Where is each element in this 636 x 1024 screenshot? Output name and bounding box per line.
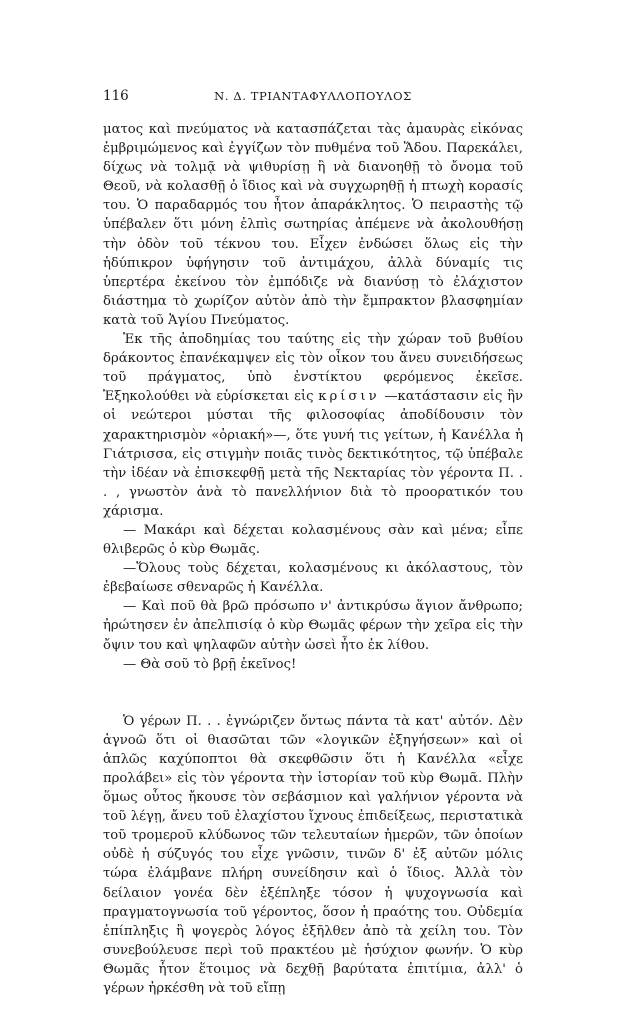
paragraph: ματος καὶ πνεύματος νὰ κατασπάζεται τὰς ἀμαυρὰς εἰκόνας ἐμβριμώμενος καὶ ἐγγίζων τὸν πυθμένα τοῦ Ἅδου. Παρεκάλει, δίχως νὰ τολμᾷ νὰ ψιθυρίσῃ ἢ νὰ διανοηθῇ τὸ ὄνομα τοῦ Θεοῦ, νὰ κολασθῇ ὁ ἴδιος καὶ νὰ συγχωρηθῇ ἡ πτωχὴ κορασίς του. Ὁ παραδαρμός του ἦτον ἀπαράκλητος. Ὁ πειραστὴς τῷ ὑπέβαλεν ὅτι μόνη ἐλπὶς σωτηρίας ἀπέμενε νὰ ἀκολουθήσῃ τὴν ὁδὸν τοῦ τέκνου του. Εἶχεν ἐνδώσει ὅλως εἰς τὴν ἡδύπικρον ὑφήγησιν τοῦ ἀντιμάχου, ἀλλὰ δύναμίς τις ὑπερτέρα ἐκείνου τὸν ἐμπόδιζε νὰ διανύσῃ τὸ ἐλάχιστον διάστημα τὸ χωρίζον αὐτὸν ἀπὸ τὴν ἔμπρακτον βλασφημίαν κατὰ τοῦ Ἁγίου Πνεύματος.	[103, 122, 523, 328]
dialogue-line: — Καὶ ποῦ θὰ βρῶ πρόσωπο ν' ἀντικρύσω ἅγιον ἄνθρωπο; ἠρώτησεν ἐν ἀπελπισίᾳ ὁ κὺρ Θωμᾶς φέρων τὴν χεῖρα εἰς τὴν ὄψιν του καὶ ψηλαφῶν αὐτὴν ὡσεὶ ἦτο ἐκ λίθου.	[103, 599, 523, 653]
paragraph	[103, 330, 523, 521]
page-number: 116	[103, 88, 129, 104]
body-text	[103, 120, 523, 998]
running-head: Ν. Δ. ΤΡΙΑΝΤΑΦΥΛΛΟΠΟΥΛΟΣ	[214, 89, 412, 103]
dialogue-line: — Μακάρι καὶ δέχεται κολασμένους σὰν καὶ μένα; εἶπε θλιβερῶς ὁ κὺρ Θωμᾶς.	[103, 522, 523, 558]
dialogue-line: —Ὅλους τοὺς δέχεται, κολασμένους κι ἀκόλαστους, τὸν ἐβεβαίωσε σθεναρῶς ἡ Κανέλλα.	[103, 561, 523, 596]
dialogue-line: — Θὰ σοῦ τὸ βρῇ ἐκεῖνος!	[123, 656, 297, 672]
page-header	[103, 88, 523, 108]
paragraph: Ὁ γέρων Π. . . ἐγνώριζεν ὄντως πάντα τὰ κατ' αὐτόν. Δὲν ἀγνοῶ ὅτι οἱ θιασῶται τῶν «λογικῶν ἐξηγήσεων» καὶ οἱ ἁπλῶς καχύποπτοι θὰ σκεφθῶσιν ὅτι ἡ Κανέλλα «εἶχε προλάβει» εἰς τὸν γέροντα τὴν ἱστορίαν τοῦ κὺρ Θωμᾶ. Πλὴν ὅμως οὗτος ἤκουσε τὸν σεβάσμιον καὶ γαλήνιον γέροντα νὰ τοῦ λέγῃ, ἄνευ τοῦ ἐλαχίστου ἴχνους ἐπιδείξεως, περιστατικὰ τοῦ τρομεροῦ κλύδωνος τῶν τελευταίων ἡμερῶν, τῶν ὁποίων οὐδὲ ἡ σύζυγός του εἶχε γνῶσιν, τινῶν δ' ἐξ αὐτῶν μόλις τώρα ἐλάμβανε πλήρη συνείδησιν καὶ ὁ ἴδιος. Ἀλλὰ τὸν δείλαιον γονέα δὲν ἐξέπληξε τόσον ἡ ψυχογνωσία καὶ πραγματογνωσία τοῦ γέροντος, ὅσον ἡ πραότης του. Οὐδεμία ἐπίπληξις ἢ ψογερὸς λόγος ἐξῆλθεν ἀπὸ τὰ χείλη του. Τὸν συνεβούλευσε περὶ τοῦ πρακτέου μὲ ἡσύχιον φωνήν. Ὁ κὺρ Θωμᾶς ἦτον ἕτοιμος νὰ δεχθῇ βαρύτατα ἐπιτίμια, ἀλλ' ὁ γέρων ἠρκέσθη νὰ τοῦ εἴπῃ	[103, 713, 523, 997]
emphasized-word: κρίσιν	[318, 389, 380, 405]
paragraph-text: —κατάστασιν εἰς ἣν οἱ νεώτεροι μύσται τῆς φιλοσοφίας ἀποδίδουσιν τὸν χαρακτηρισμὸν «ὁριακή»—, ὅτε γυνή τις γείτων, ἡ Κανέλλα ἡ Γιάτρισσα, εἰς στιγμὴν ποιᾶς τινὸς δεκτικότητος, τῷ ὑπέβαλε τὴν ἰδέαν νὰ ἐπισκεφθῇ μετὰ τῆς Νεκταρίας τὸν γέροντα Π. . . , γνωστὸν ἀνὰ τὸ πανελλήνιον διὰ τὸ προορατικόν του χάρισμα.	[103, 389, 523, 519]
paragraph-text: Ἐκ τῆς ἀποδημίας του ταύτης εἰς τὴν χώραν τοῦ βυθίου δράκοντος ἐπανέκαμψεν εἰς τὸν οἶκον του ἄνευ συνειδήσεως τοῦ πράγματος, ὑπὸ ἐνστίκτου φερόμενος ἐκεῖσε. Ἐξηκολούθει νὰ εὑρίσκεται εἰς	[103, 332, 523, 405]
